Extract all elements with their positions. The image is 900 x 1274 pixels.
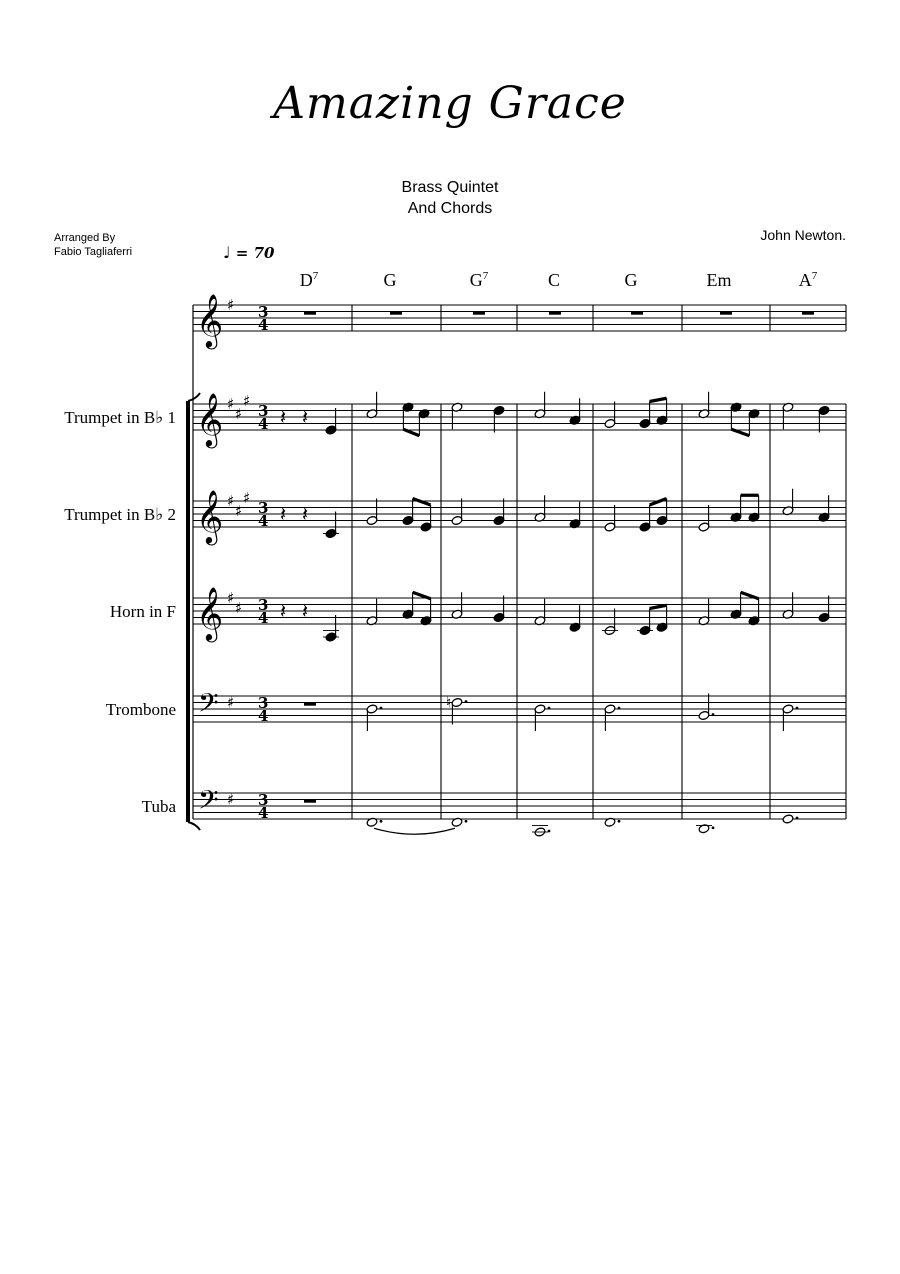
quarter-rest: 𝄽 (302, 599, 309, 623)
augmentation-dot (796, 707, 799, 710)
chord-symbol: $G^7$ (469, 270, 489, 290)
arranger-name: Fabio Tagliaferri (54, 246, 133, 258)
sharp-accidental: ♯ (235, 598, 243, 617)
quarter-rest: 𝄽 (302, 405, 309, 429)
time-signature-denominator: 4 (258, 804, 269, 822)
bracket-hook-bottom (188, 822, 200, 830)
sharp-accidental: ♯ (227, 395, 235, 413)
tempo-value: = 70 (235, 244, 275, 262)
time-signature-numerator: 3 (258, 596, 269, 614)
tie (374, 828, 455, 834)
score-title: Amazing Grace (273, 78, 627, 129)
quarter-rest: 𝄽 (302, 502, 309, 526)
chord-symbol: C (547, 270, 561, 290)
note-beam (650, 499, 667, 506)
measure-rest (304, 800, 316, 803)
subtitle-line-1: Brass Quintet (401, 179, 499, 196)
chord-symbol: Em (706, 270, 732, 290)
time-signature-numerator: 3 (258, 499, 269, 517)
system-bracket (186, 401, 190, 822)
time-signature-numerator: 3 (258, 694, 269, 712)
sharp-accidental: ♯ (227, 790, 235, 809)
sharp-accidental: ♯ (235, 404, 243, 423)
augmentation-dot (796, 817, 799, 820)
instrument-label-tuba: Tuba (141, 797, 176, 816)
augmentation-dot (548, 830, 551, 833)
augmentation-dot (548, 707, 551, 710)
arranger-label: Arranged By (54, 232, 116, 244)
instrument-label-trumpet-1: Trumpet in B♭ 1 (64, 408, 176, 427)
measure-rest (473, 312, 485, 315)
measure-rest (304, 312, 316, 315)
sharp-accidental: ♯ (227, 589, 235, 607)
quarter-note-icon: ♩ (223, 243, 231, 262)
augmentation-dot (712, 826, 715, 829)
instrument-label-trombone: Trombone (105, 700, 176, 719)
augmentation-dot (465, 820, 468, 823)
chord-symbol: $A^7$ (798, 270, 818, 290)
augmentation-dot (380, 707, 383, 710)
treble-clef-icon: 𝄞 (196, 586, 224, 640)
measure-rest (304, 703, 316, 706)
time-signature-denominator: 4 (258, 707, 269, 725)
treble-clef-icon: 𝄞 (196, 489, 224, 543)
note-head (782, 814, 794, 824)
measure-rest (631, 312, 643, 315)
measure-rest (720, 312, 732, 315)
augmentation-dot (712, 713, 715, 716)
quarter-rest: 𝄽 (280, 599, 287, 623)
subtitle-line-2: And Chords (407, 200, 493, 217)
measure-rest (390, 312, 402, 315)
sharp-accidental: ♯ (243, 488, 251, 507)
chord-symbol: G (383, 270, 397, 290)
quarter-rest: 𝄽 (280, 502, 287, 526)
note-beam (650, 398, 667, 401)
sharp-accidental: ♯ (227, 693, 235, 712)
time-signature-numerator: 3 (258, 402, 269, 420)
note-beam (650, 605, 667, 608)
note-beam (413, 499, 431, 506)
chord-symbol: G (624, 270, 638, 290)
bass-clef-icon: 𝄢 (198, 687, 219, 725)
natural-accidental: ♮ (446, 693, 452, 712)
time-signature-numerator: 3 (258, 791, 269, 809)
sharp-accidental: ♯ (235, 501, 243, 520)
augmentation-dot (380, 820, 383, 823)
chord-symbol: $D^7$ (299, 270, 319, 290)
measure-rest (802, 312, 814, 315)
augmentation-dot (618, 707, 621, 710)
composer: John Newton. (760, 227, 846, 243)
time-signature-denominator: 4 (258, 609, 269, 627)
bass-clef-icon: 𝄢 (198, 784, 219, 822)
augmentation-dot (618, 820, 621, 823)
sharp-accidental: ♯ (227, 492, 235, 510)
time-signature-denominator: 4 (258, 316, 269, 334)
treble-clef-icon: 𝄞 (196, 392, 224, 446)
sharp-accidental: ♯ (243, 391, 251, 410)
time-signature-denominator: 4 (258, 512, 269, 530)
instrument-label-horn: Horn in F (109, 602, 176, 621)
time-signature-denominator: 4 (258, 415, 269, 433)
treble-clef-icon: 𝄞 (196, 293, 224, 347)
quarter-rest: 𝄽 (280, 405, 287, 429)
augmentation-dot (465, 700, 468, 703)
instrument-label-trumpet-2: Trumpet in B♭ 2 (64, 505, 176, 524)
sharp-accidental: ♯ (227, 296, 235, 314)
measure-rest (549, 312, 561, 315)
time-signature-numerator: 3 (258, 303, 269, 321)
